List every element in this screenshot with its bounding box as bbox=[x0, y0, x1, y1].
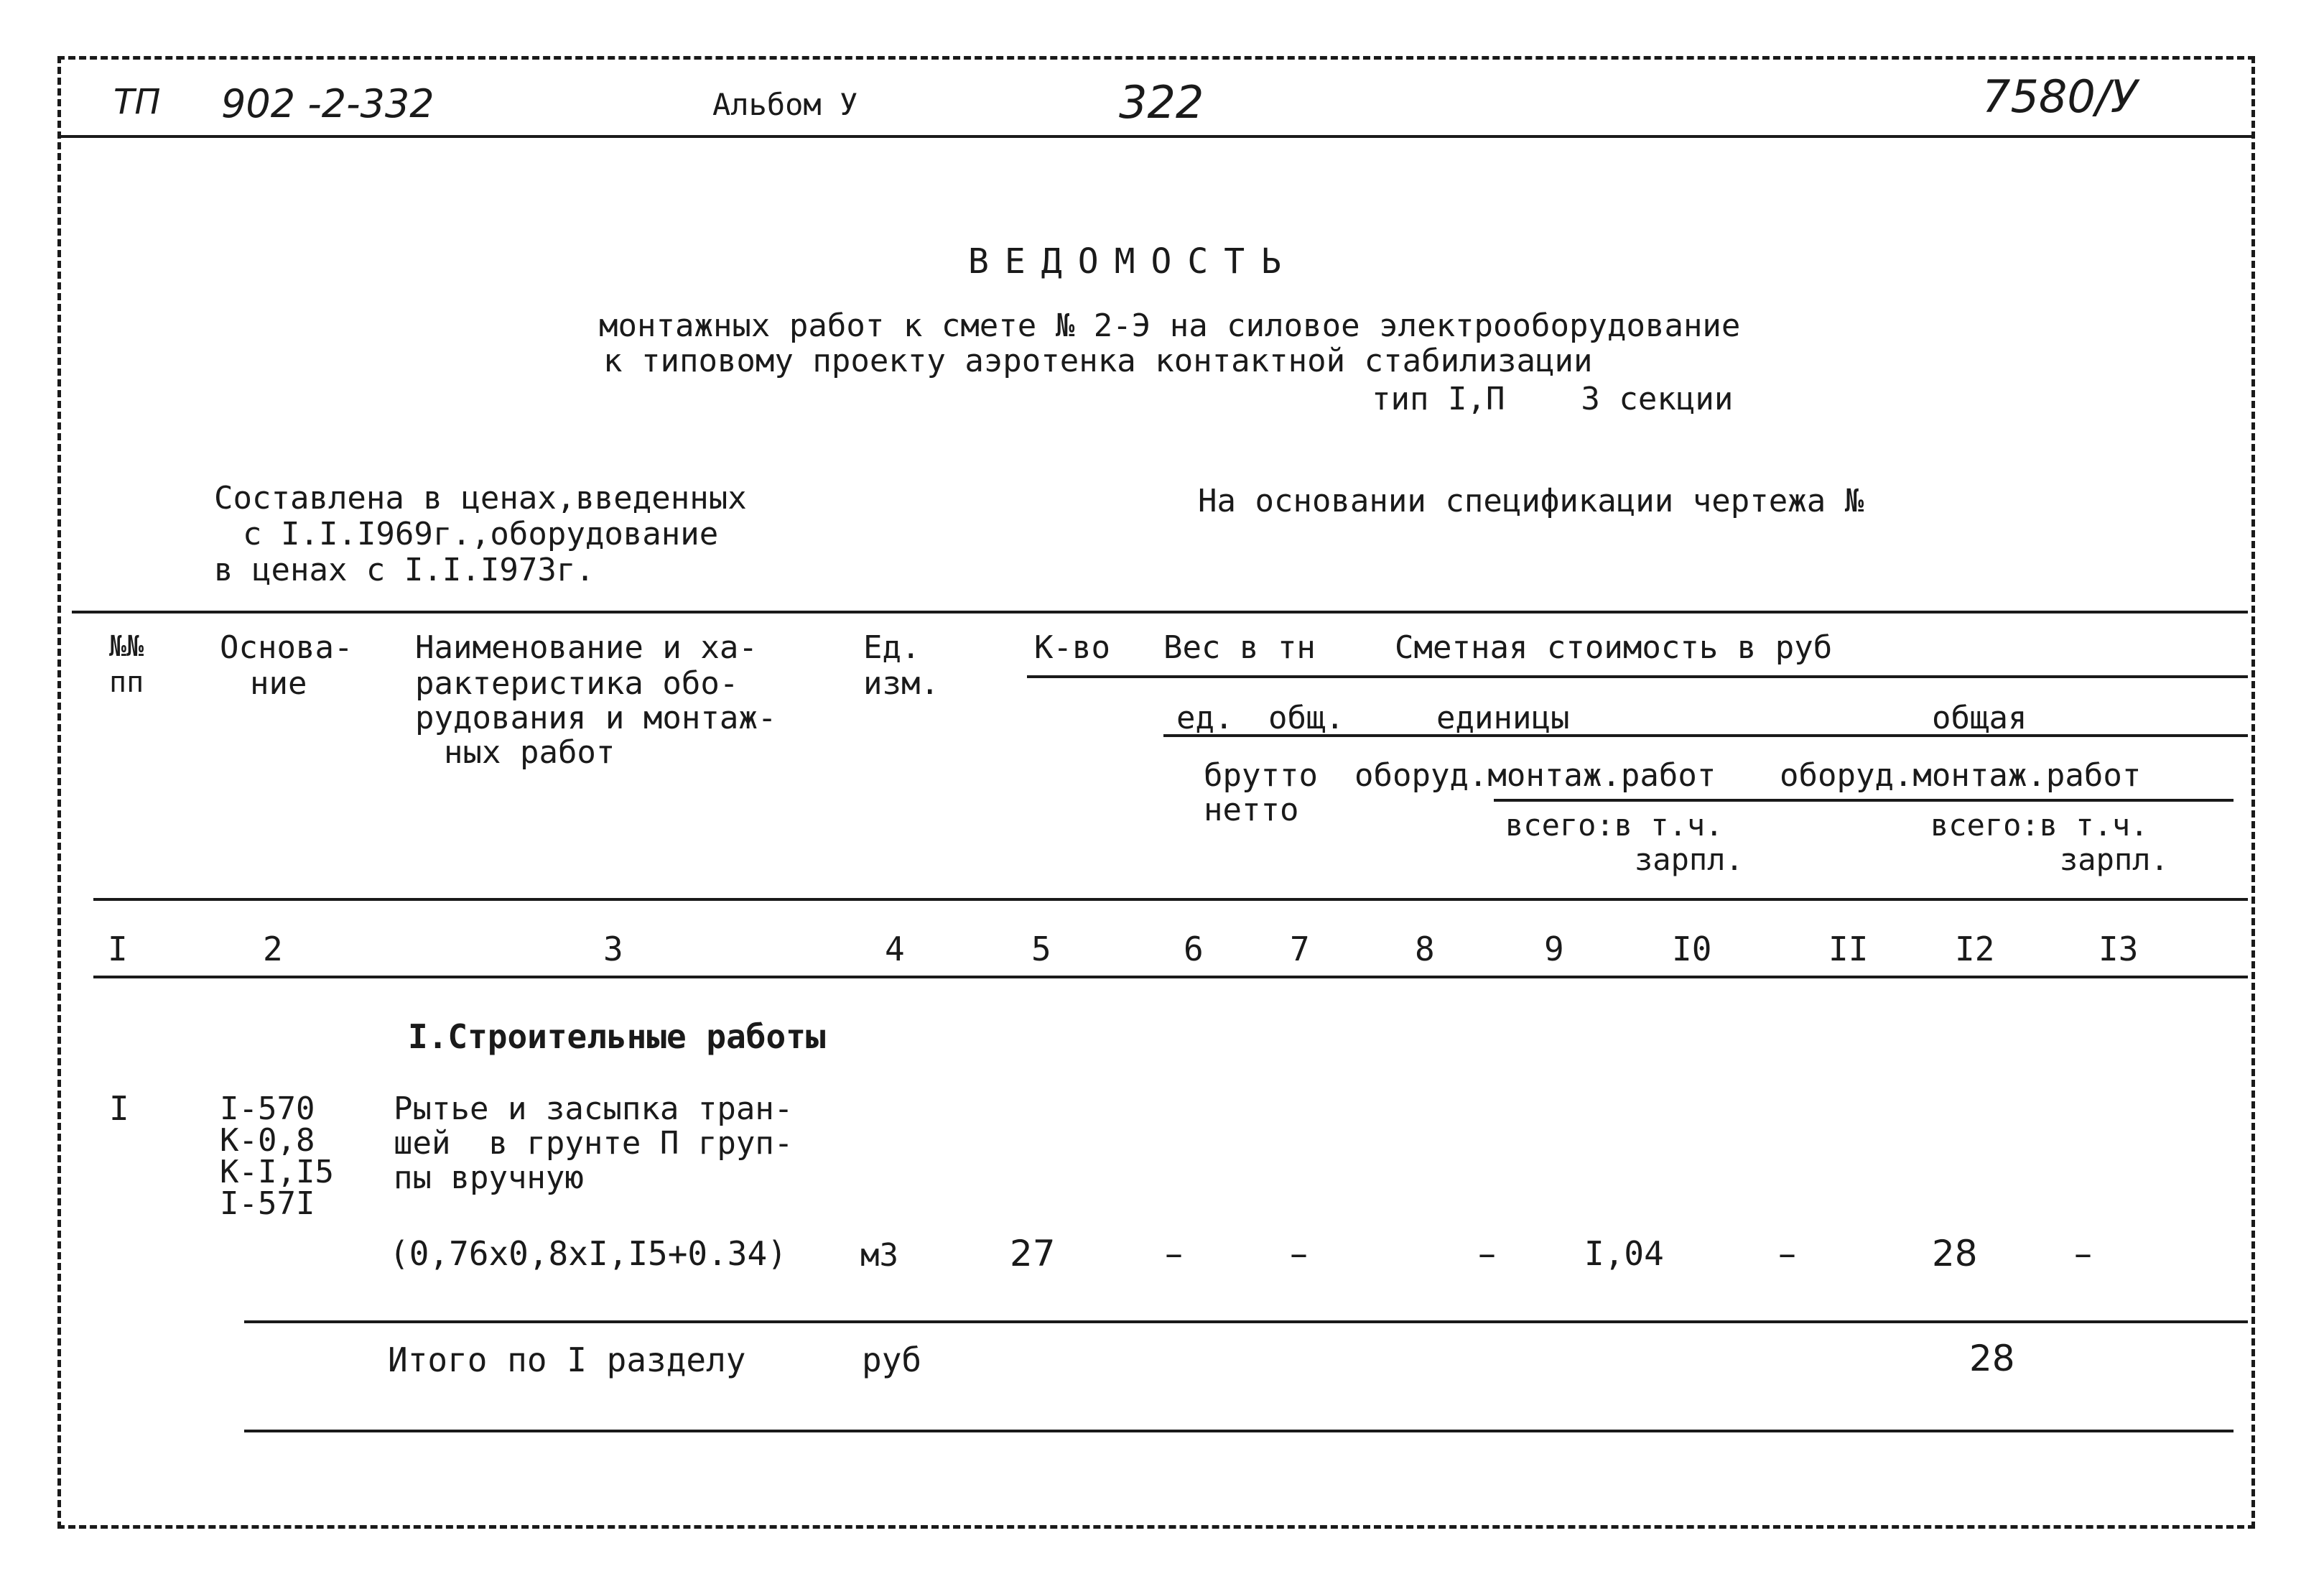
colnum-8: 8 bbox=[1415, 930, 1435, 968]
hdr-equip-work-total: оборуд.монтаж.работ bbox=[1780, 757, 2142, 794]
hdr-col3-a: Наименование и ха- bbox=[415, 629, 758, 666]
colnum-2: 2 bbox=[263, 930, 283, 968]
subtitle-line-1: монтажных работ к смете № 2-Э на силовое электрооборудование bbox=[599, 307, 1741, 344]
hdr-total-cost: общая bbox=[1932, 700, 2027, 736]
row-num: I bbox=[109, 1089, 129, 1128]
colnum-3: 3 bbox=[603, 930, 623, 968]
header-bottom-rule bbox=[93, 898, 2248, 901]
row-col10: – bbox=[1778, 1233, 1796, 1274]
header-rule-1 bbox=[1027, 675, 2248, 678]
row-col6: – bbox=[1165, 1233, 1183, 1274]
colnum-12: I2 bbox=[1955, 930, 1995, 968]
row-name-2: шей в грунте П груп- bbox=[394, 1125, 794, 1162]
hdr-cost: Сметная стоимость в руб bbox=[1395, 629, 1833, 666]
total-bottom-rule bbox=[244, 1430, 2234, 1432]
prices-note-line-2: с I.I.I969г.,оборудование bbox=[243, 516, 719, 552]
row-basis-1: I-570 bbox=[220, 1091, 315, 1127]
project-number: 902 -2-332 bbox=[221, 81, 434, 126]
page-number: 322 bbox=[1119, 76, 1204, 129]
row-qty: 27 bbox=[1010, 1233, 1056, 1274]
hdr-all-incl-total-b: зарпл. bbox=[2060, 842, 2169, 877]
header-divider bbox=[57, 135, 2255, 138]
colnum-5: 5 bbox=[1031, 930, 1051, 968]
prices-note-line-3: в ценах с I.I.I973г. bbox=[214, 552, 595, 588]
row-unit: м3 bbox=[860, 1237, 898, 1274]
row-col7: – bbox=[1290, 1233, 1308, 1274]
total-unit: руб bbox=[862, 1340, 922, 1379]
row-formula: (0,76x0,8xI,I5+0.34) bbox=[389, 1234, 787, 1273]
hdr-col4-b: изм. bbox=[863, 665, 939, 702]
hdr-col4-a: Ед. bbox=[863, 629, 921, 666]
row-col12: 28 bbox=[1932, 1233, 1978, 1274]
colnum-1: I bbox=[108, 930, 128, 968]
row-bottom-rule bbox=[244, 1320, 2248, 1323]
hdr-all-incl-unit-b: зарпл. bbox=[1635, 842, 1744, 877]
colnum-11: II bbox=[1828, 930, 1869, 968]
total-label: Итого по I разделу bbox=[388, 1340, 746, 1379]
colnum-4: 4 bbox=[885, 930, 905, 968]
hdr-col1-b: пп bbox=[109, 666, 144, 699]
hdr-weight: Вес в тн bbox=[1163, 629, 1316, 666]
tp-label: ТП bbox=[113, 82, 161, 122]
row-basis-3: К-I,I5 bbox=[220, 1154, 334, 1190]
row-col13: – bbox=[2074, 1233, 2092, 1274]
hdr-equip-work-unit: оборуд.монтаж.работ bbox=[1354, 757, 1716, 794]
hdr-all-incl-total-a: всего:в т.ч. bbox=[1930, 807, 2149, 843]
hdr-total-weight: общ. bbox=[1268, 700, 1344, 736]
hdr-col5: К-во bbox=[1034, 629, 1110, 666]
prices-note-line-1: Составлена в ценах,введенных bbox=[214, 480, 747, 517]
hdr-net: нетто bbox=[1204, 792, 1299, 828]
row-col8: – bbox=[1478, 1233, 1496, 1274]
subtitle-line-2: к типовому проекту аэротенка контактной стабилизации bbox=[603, 343, 1593, 379]
album-label: Альбом У bbox=[712, 87, 858, 122]
section-title: I.Строительные работы bbox=[408, 1017, 826, 1056]
colnum-6: 6 bbox=[1184, 930, 1204, 968]
colnum-7: 7 bbox=[1290, 930, 1310, 968]
table-top-rule bbox=[72, 611, 2248, 613]
hdr-col2-a: Основа- bbox=[220, 629, 353, 666]
basis-note: На основании спецификации чертежа № bbox=[1198, 483, 1864, 519]
column-numbers-rule bbox=[93, 976, 2248, 978]
row-name-1: Рытье и засыпка тран- bbox=[394, 1091, 794, 1127]
hdr-col3-b: рактеристика обо- bbox=[415, 665, 739, 702]
row-col9: I,04 bbox=[1584, 1234, 1664, 1273]
row-name-3: пы вручную bbox=[394, 1159, 584, 1196]
hdr-gross: брутто bbox=[1204, 757, 1318, 794]
row-basis-4: I-57I bbox=[220, 1185, 315, 1222]
archive-number: 7580/У bbox=[1982, 70, 2138, 123]
hdr-col1-a: №№ bbox=[109, 630, 144, 663]
row-basis-2: К-0,8 bbox=[220, 1122, 315, 1159]
hdr-col3-d: ных работ bbox=[444, 734, 615, 771]
colnum-10: I0 bbox=[1672, 930, 1712, 968]
hdr-unit-weight: ед. bbox=[1176, 700, 1234, 736]
hdr-unit-cost: единицы bbox=[1436, 700, 1570, 736]
colnum-9: 9 bbox=[1544, 930, 1564, 968]
total-value: 28 bbox=[1969, 1338, 2015, 1379]
colnum-13: I3 bbox=[2098, 930, 2139, 968]
hdr-col3-c: рудования и монтаж- bbox=[415, 700, 777, 736]
document-title: ВЕДОМОСТЬ bbox=[968, 241, 1298, 282]
hdr-all-incl-unit-a: всего:в т.ч. bbox=[1505, 807, 1724, 843]
header-rule-3 bbox=[1494, 799, 2234, 802]
hdr-col2-b: ние bbox=[250, 665, 307, 702]
subtitle-line-3: тип I,П 3 секции bbox=[1372, 381, 1734, 417]
